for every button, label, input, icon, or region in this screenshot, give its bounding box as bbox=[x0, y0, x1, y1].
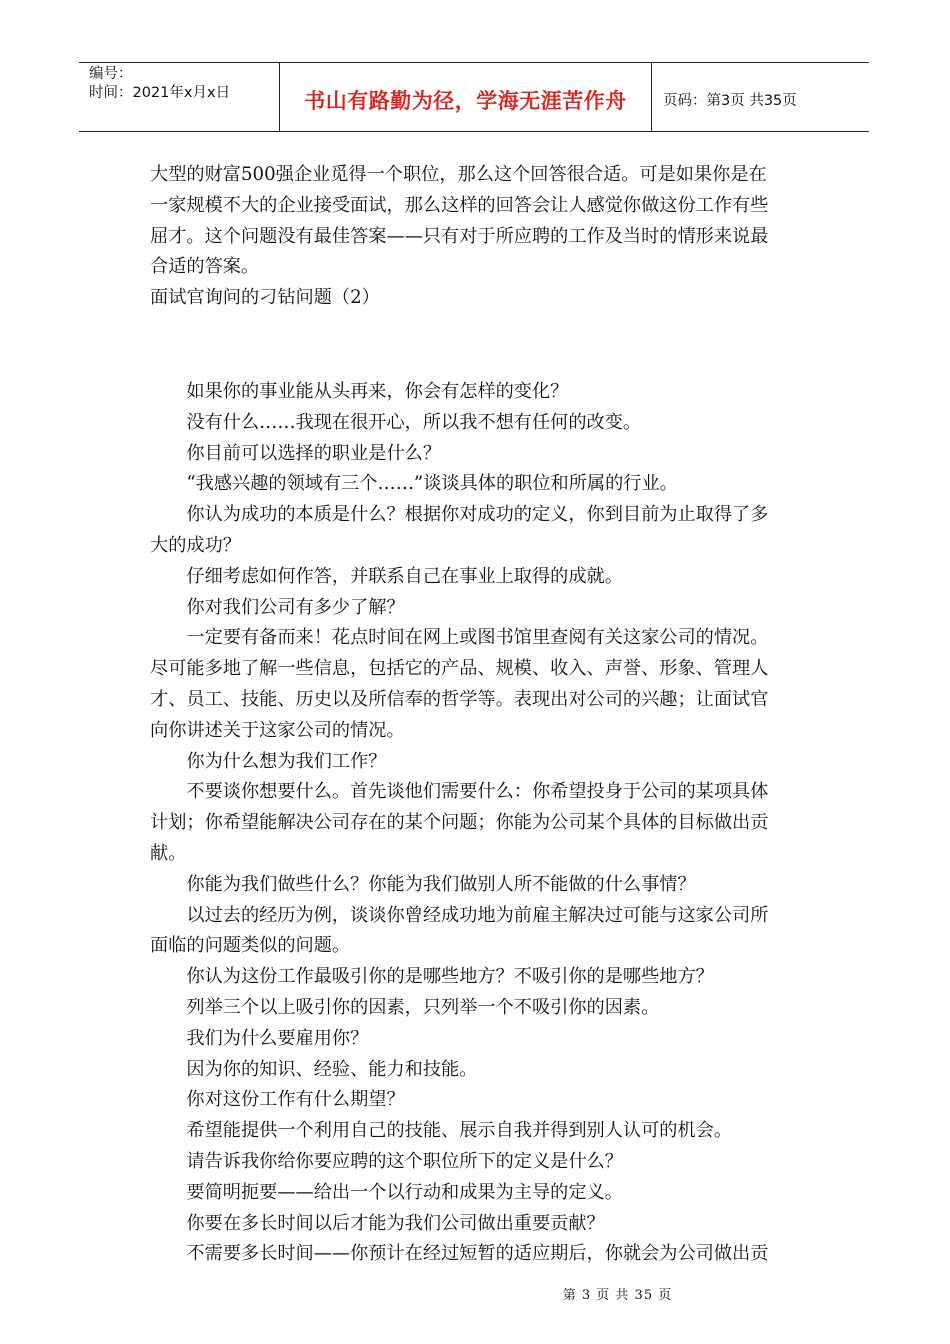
section-gap bbox=[150, 314, 810, 377]
answer-line: 面临的问题类似的问题。 bbox=[150, 935, 351, 957]
answer-line: 向你讲述关于这家公司的情况。 bbox=[150, 719, 405, 741]
question-line: 我们为什么要雇用你？ bbox=[150, 1027, 369, 1049]
question-line: 你对我们公司有多少了解？ bbox=[150, 596, 405, 618]
question-line: 你要在多长时间以后才能为我们公司做出重要贡献？ bbox=[150, 1212, 605, 1234]
header-motto-cell bbox=[280, 63, 652, 131]
answer-line: “我感兴趣的领域有三个……”谈谈具体的职位和所属的行业。 bbox=[150, 473, 678, 495]
answer-line: 列举三个以上吸引你的因素，只列举一个不吸引你的因素。 bbox=[150, 996, 660, 1018]
page-footer bbox=[0, 1284, 950, 1303]
header-motto: 书山有路勤为径，学海无涯苦作舟 bbox=[304, 89, 627, 113]
question-line: 大的成功？ bbox=[150, 534, 241, 556]
document-body bbox=[150, 160, 810, 1270]
document-time-label: 时间：2021年x月x日 bbox=[89, 85, 231, 101]
answer-line: 不要谈你想要什么。首先谈他们需要什么：你希望投身于公司的某项具体 bbox=[150, 781, 769, 803]
answer-line: 一定要有备而来！花点时间在网上或图书馆里查阅有关这家公司的情况。 bbox=[150, 627, 769, 649]
page-header bbox=[79, 62, 869, 132]
answer-line: 尽可能多地了解一些信息，包括它的产品、规模、收入、声誉、形象、管理人 bbox=[150, 658, 769, 680]
answer-line: 才、员工、技能、历史以及所信奉的哲学等。表现出对公司的兴趣；让面试官 bbox=[150, 688, 769, 710]
question-line: 你认为成功的本质是什么？根据你对成功的定义，你到目前为止取得了多 bbox=[150, 504, 769, 526]
question-line: 你为什么想为我们工作？ bbox=[150, 750, 387, 772]
question-line: 你认为这份工作最吸引你的是哪些地方？不吸引你的是哪些地方？ bbox=[150, 966, 714, 988]
question-line: 请告诉我你给你要应聘的这个职位所下的定义是什么？ bbox=[150, 1150, 623, 1172]
body-line: 屈才。这个问题没有最佳答案——只有对于所应聘的工作及当时的情形来说最 bbox=[150, 225, 769, 247]
answer-line: 仔细考虑如何作答，并联系自己在事业上取得的成就。 bbox=[150, 565, 623, 587]
section-heading: 面试官询问的刁钻问题（2） bbox=[150, 287, 380, 309]
question-line: 你对这份工作有什么期望？ bbox=[150, 1089, 405, 1111]
body-line: 大型的财富500强企业觅得一个职位，那么这个回答很合适。可是如果你是在 bbox=[150, 164, 767, 185]
answer-line: 献。 bbox=[150, 842, 187, 864]
answer-line: 要简明扼要——给出一个以行动和成果为主导的定义。 bbox=[150, 1181, 623, 1203]
answer-line: 因为你的知识、经验、能力和技能。 bbox=[150, 1058, 478, 1080]
header-meta bbox=[79, 63, 280, 131]
answer-line: 没有什么……我现在很开心，所以我不想有任何的改变。 bbox=[150, 411, 642, 433]
question-line: 如果你的事业能从头再来，你会有怎样的变化？ bbox=[150, 380, 569, 402]
header-page-info: 页码：第3页 共35页 bbox=[663, 92, 797, 109]
question-line: 你能为我们做些什么？你能为我们做别人所不能做的什么事情？ bbox=[150, 873, 696, 895]
answer-line: 希望能提供一个利用自己的技能、展示自我并得到别人认可的机会。 bbox=[150, 1120, 733, 1142]
body-line: 一家规模不大的企业接受面试，那么这样的回答会让人感觉你做这份工作有些 bbox=[150, 194, 769, 216]
answer-line: 以过去的经历为例，谈谈你曾经成功地为前雇主解决过可能与这家公司所 bbox=[150, 904, 769, 926]
answer-line: 计划；你希望能解决公司存在的某个问题；你能为公司某个具体的目标做出贡 bbox=[150, 812, 769, 834]
question-line: 你目前可以选择的职业是什么？ bbox=[150, 442, 442, 464]
body-line: 合适的答案。 bbox=[150, 256, 260, 278]
document-number-label: 编号： bbox=[89, 66, 133, 82]
footer-page-number: 第 3 页 共 35 页 bbox=[562, 1288, 673, 1303]
answer-line: 不需要多长时间——你预计在经过短暂的适应期后，你就会为公司做出贡 bbox=[150, 1243, 769, 1265]
